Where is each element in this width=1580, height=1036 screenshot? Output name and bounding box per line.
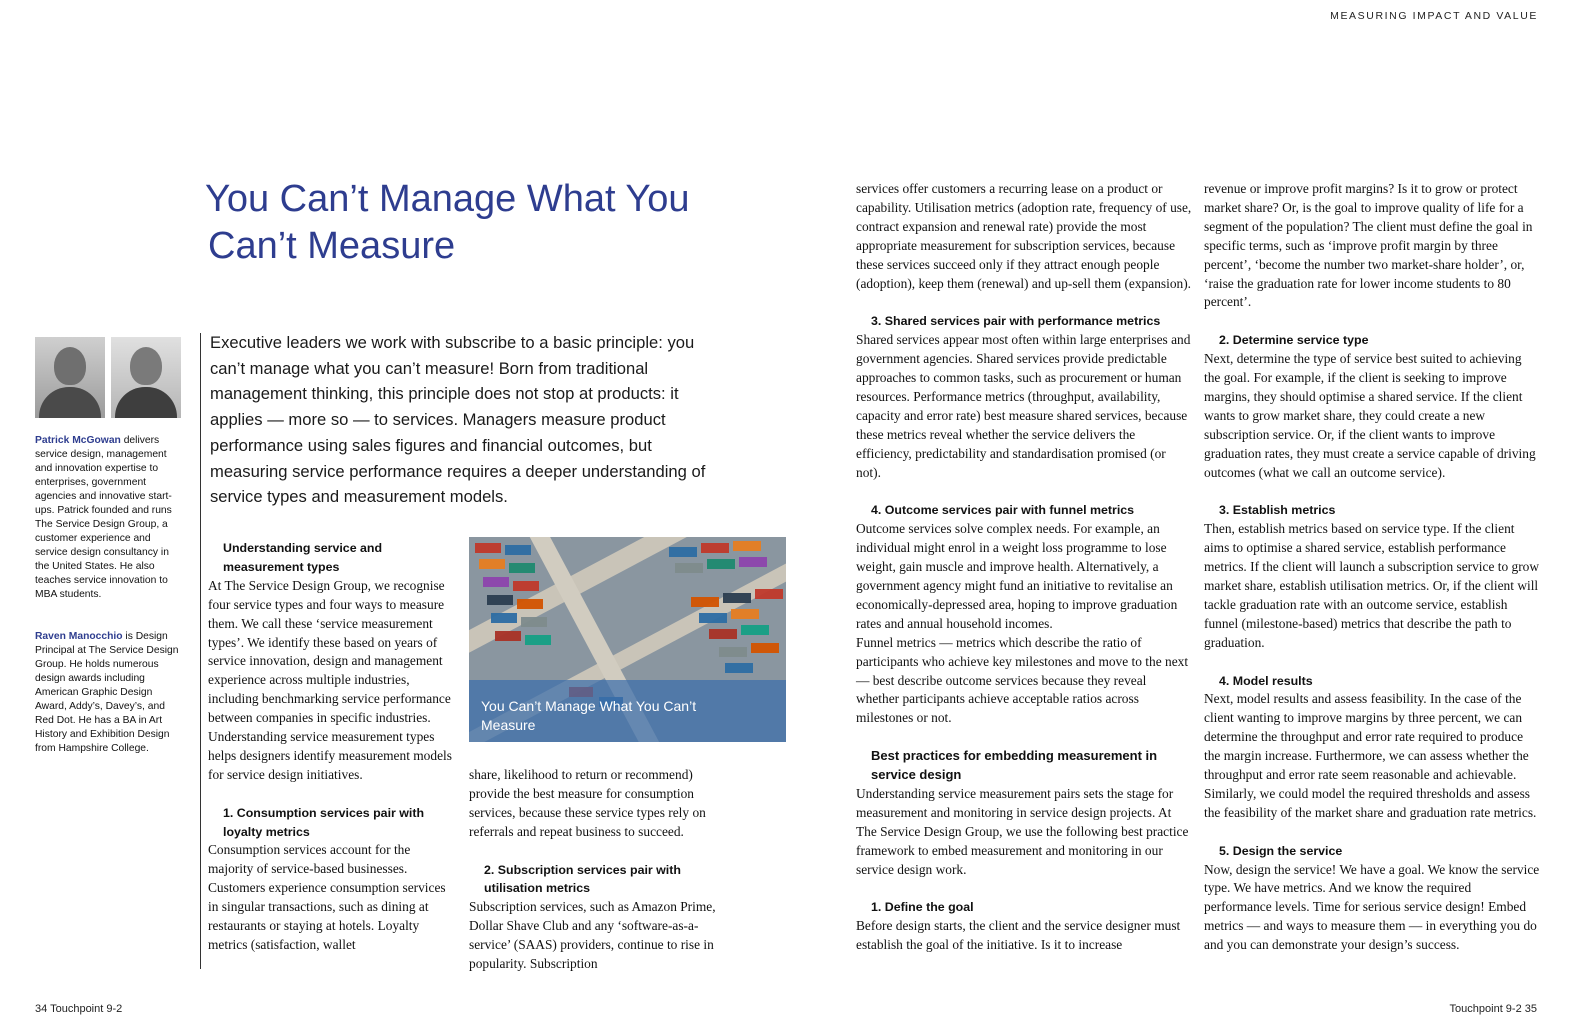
author-name: Patrick McGowan — [35, 435, 121, 446]
section-heading: 3. Establish metrics — [1219, 503, 1336, 518]
paragraph: services offer customers a recurring lease on a product or capability. Utilisation metrics (adoption rate, frequency of use, contract expansion and renewal rate) provide the most appropriate measurement for subscription services, because these services succeed only if they attract enough people (adoption), keep them (renewal) and up-sell them (expansion). — [856, 181, 1192, 291]
intro-paragraph: Executive leaders we work with subscribe to a basic principle: you can’t manage what you can’t measure! Born from traditional management thinking, this principle does not stop at products: it applies — more so — to services. Managers measure product performance using sales figures and financial outcomes, but measuring service performance requires a deeper understanding of service types and measurement models. — [210, 333, 706, 507]
paragraph: Funnel metrics — metrics which describe the ratio of participants who achieve key milestones and move to the next — best describe outcome services because they reveal whether participants achieve acceptable ratios across milestones or not. — [856, 634, 1189, 726]
article-title — [205, 176, 765, 270]
paragraph: Now, design the service! We have a goal. We know the service type. We have metrics. And we know the required performance levels. Time for serious service design! Embed metrics — and ways to measure them — in everything you do and you can demonstrate your design’s success. — [1204, 861, 1540, 953]
author-bio-text: is Design Principal at The Service Design Group. He holds numerous design awards including American Graphic Design Award, Addy’s, Davey’s, and Red Dot. He has a BA in Art History and Exhibition Design from Hampshire College. — [35, 631, 179, 754]
section-heading: 3. Shared services pair with performance metrics — [871, 314, 1161, 329]
column-3 — [856, 180, 1192, 955]
column-1 — [208, 539, 458, 955]
section-heading: 2. Determine service type — [1219, 333, 1369, 348]
paragraph: Subscription services, such as Amazon Prime, Dollar Shave Club and any ‘software-as-a-service’ (SAAS) providers, continue to rise in popularity. Subscription — [469, 899, 716, 972]
paragraph: Next, model results and assess feasibility. In the case of the client wanting to improve margins by three percent, we can determine the throughput and error rate required to produce the margin increase. Furthermore, we can assess whether the throughput and error rate seem reasonable and achievable. Similarly, we could model the required thresholds and assess the feasibility of the market share and graduation rate metrics. — [1204, 691, 1537, 820]
section-heading: 2. Subscription services pair with utilisation metrics — [484, 862, 681, 896]
column-2 — [469, 766, 719, 974]
title-line-1: You Can’t Manage What You — [205, 178, 690, 220]
paragraph: Outcome services solve complex needs. For example, an individual might enrol in a weight loss programme to lose weight, gain muscle and improve health. Alternatively, a government agency might fund an initiative to revitalise an economically-depressed area, hoping to improve graduation rates and annual household incomes. — [856, 521, 1178, 631]
column-4 — [1204, 180, 1540, 955]
right-folio: Touchpoint 9-2 35 — [1449, 1003, 1537, 1015]
author-bio-patrick — [35, 434, 183, 602]
paragraph: Then, establish metrics based on service type. If the client aims to optimise a shared service, establish performance metrics. If the client will launch a subscription service to grow market share, establish utilisation metrics. Or, if the client will tackle graduation rate with an outcome service, establish funnel (milestone-based) metrics that describe the path to graduation. — [1204, 521, 1540, 650]
section-heading: 1. Consumption services pair with loyalty metrics — [223, 805, 425, 839]
left-folio: 34 Touchpoint 9-2 — [35, 1003, 123, 1015]
paragraph: Consumption services account for the majority of service-based businesses. Customers experience consumption services in singular transactions, such as dining at restaurants or staying at hotels. Loyalty metrics (satisfaction, wallet — [208, 842, 446, 953]
section-heading: Understanding service and measurement types — [223, 541, 383, 574]
section-heading: 4. Outcome services pair with funnel metrics — [871, 503, 1135, 518]
title-line-2: Can’t Measure — [208, 225, 456, 267]
section-heading: 1. Define the goal — [871, 900, 974, 915]
vertical-rule — [200, 333, 201, 969]
author-bio-raven — [35, 630, 183, 756]
paragraph: At The Service Design Group, we recognise four service types and four ways to measure them. We call these ‘service measurement types’. We identify these based on years of service innovation, design and management experience across multiple industries, including benchmarking service performance between companies in specific industries. Understanding service measurement types helps designers identify measurement models for service design initiatives. — [208, 577, 452, 782]
author-bio-text: delivers service design, management and innovation expertise to enterprises, government agencies and innovative start-ups. Patrick founded and runs The Service Design Group, a customer experience and service design consultancy in the United States. He also teaches service innovation to MBA students. — [35, 435, 172, 600]
author-photo-raven — [111, 337, 181, 418]
author-photo-patrick — [35, 337, 105, 418]
paragraph: Next, determine the type of service best suited to achieving the goal. For example, if the client is seeking to improve margins, they should optimise a shared service. If the client wants to grow market share, they could create a new subscription service. Or, if the client wants to improve graduation rates, they must create a service capable of driving outcomes (what we call an outcome service). — [1204, 351, 1536, 480]
section-heading: 5. Design the service — [1219, 843, 1343, 858]
paragraph: share, likelihood to return or recommend) provide the best measure for consumption services, because these service types rely on referrals and repeat business to succeed. — [469, 767, 706, 839]
image-caption: You Can’t Manage What You Can’t Measure — [481, 698, 697, 733]
section-heading: 4. Model results — [1219, 673, 1313, 688]
paragraph: Shared services appear most often within large enterprises and government agencies. Shared services provide predictable approaches to common tasks, such as procurement or human resources. Performance metrics (throughput, availability, capacity and error rate) best measure shared services, because these metrics reveal whether the service delivers the efficiency, predictability and standardisation promised (or not). — [856, 332, 1191, 480]
paragraph: revenue or improve profit margins? Is it to grow or protect market share? Or, is the goal to improve quality of life for a segment of the population? The client must define the goal in specific terms, such as ‘improve profit margin by three percent’, ‘become the number two market-share holder’, or, ‘raise the graduation rate for lower income students to 80 percent’. — [1204, 181, 1533, 310]
section-heading: Best practices for embedding measurement in service design — [871, 748, 1158, 783]
paragraph: Understanding service measurement pairs sets the stage for measurement and monitoring in service design projects. At The Service Design Group, we use the following best practice framework to embed measurement and monitoring in our service design work. — [856, 785, 1189, 877]
paragraph: Before design starts, the client and the service designer must establish the goal of the initiative. Is it to increase — [856, 918, 1181, 953]
author-name: Raven Manocchio — [35, 631, 123, 642]
running-head: MEASURING IMPACT AND VALUE — [1330, 10, 1538, 22]
